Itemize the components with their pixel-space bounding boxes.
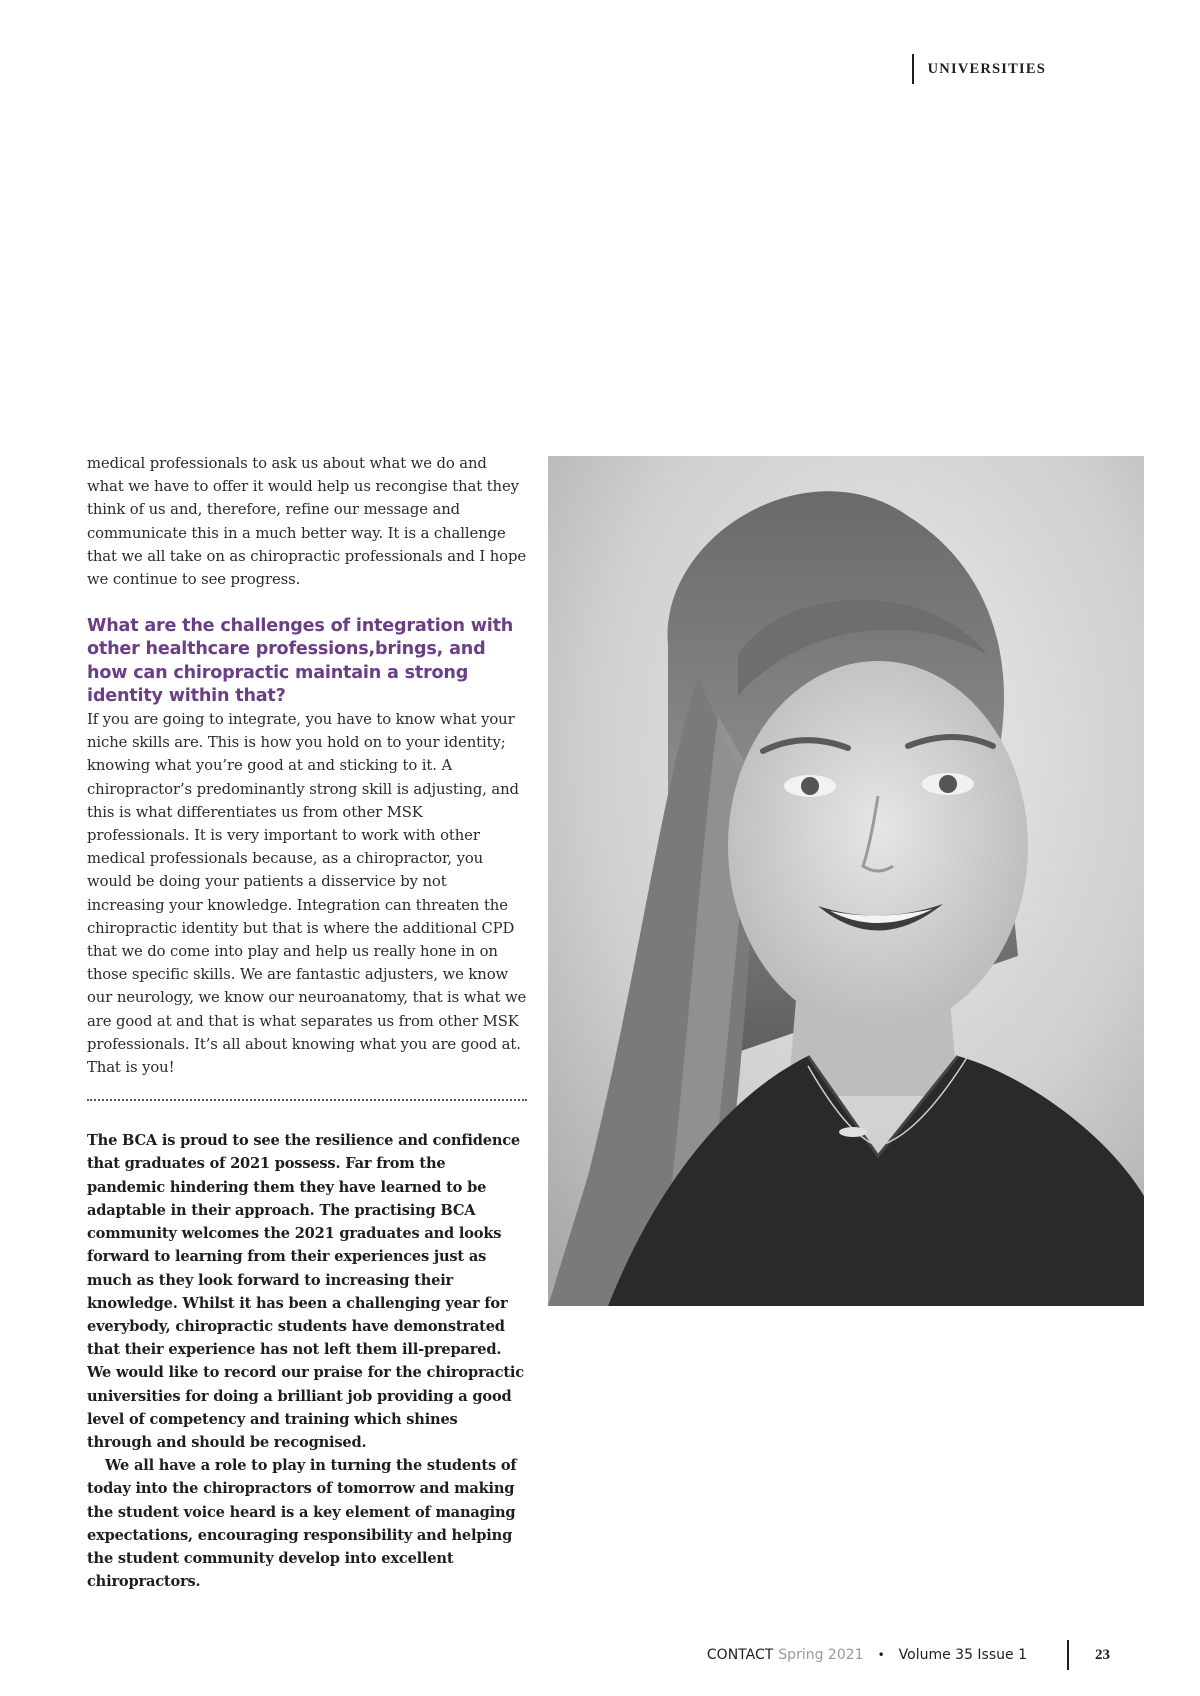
footer-separator: • xyxy=(877,1648,885,1662)
portrait-photo xyxy=(548,456,1144,1306)
closing-paragraph-2: We all have a role to play in turning the students of today into the chiropractors of tomorrow and making the student voice heard is a key element of managing expectations, encouraging responsibility and helping the student community develop into excellent chiropractors. xyxy=(87,1457,517,1591)
closing-paragraph-1: The BCA is proud to see the resilience and confidence that graduates of 2021 possess. Far from the pandemic hindering them they have learned to be adaptable in their approach. The practising BCA community welcomes the 2021 graduates and looks forward to learning from their experiences just as much as they look forward to increasing their knowledge. Whilst it has been a challenging year for everybody, chiropractic students have demonstrated that their experience has not left them ill-prepared. We would like to record our praise for the chiropractic universities for doing a brilliant job providing a good level of competency and training which shines through and should be recognised. xyxy=(87,1132,524,1451)
portrait-image xyxy=(548,456,1144,1306)
question-heading: What are the challenges of integration with other healthcare professions,brings, and how can chiropractic maintain a strong identity within that? xyxy=(87,616,514,706)
issue-season: Spring 2021 xyxy=(778,1647,864,1663)
section-label: UNIVERSITIES xyxy=(927,60,1046,77)
section-divider-bar xyxy=(912,54,914,84)
answer-paragraph: If you are going to integrate, you have to know what your niche skills are. This is how you hold on to your identity; knowing what you’re good at and sticking to it. A chiropractor’s predominantly strong skill is adjusting, and this is what differentiates us from other MSK professionals. It is very important to work with other medical professionals because, as a chiropractor, you would be doing your patients a disservice by not increasing your knowledge. Integration can threaten the chiropractic identity but that is where the additional CPD that we do come into play and help us really hone in on those specific skills. We are fantastic adjusters, we know our neurology, we know our neuroanatomy, that is what we are good at and that is what separates us from other MSK professionals. It’s all about knowing what you are good at. That is you! xyxy=(87,711,527,1077)
article-column xyxy=(87,452,527,1593)
section-tag xyxy=(912,54,1046,84)
footer-divider-bar xyxy=(1067,1640,1069,1670)
page-number: 23 xyxy=(1095,1646,1110,1663)
page-footer xyxy=(707,1640,1110,1670)
dotted-divider xyxy=(87,1099,527,1101)
issue-volume: Volume 35 Issue 1 xyxy=(898,1647,1027,1663)
intro-paragraph: medical professionals to ask us about what we do and what we have to offer it would help us recongise that they think of us and, therefore, refine our message and communicate this in a much better way. It is a challenge that we all take on as chiropractic professionals and I hope we continue to see progress. xyxy=(87,455,527,589)
magazine-name: CONTACT xyxy=(706,1647,774,1663)
